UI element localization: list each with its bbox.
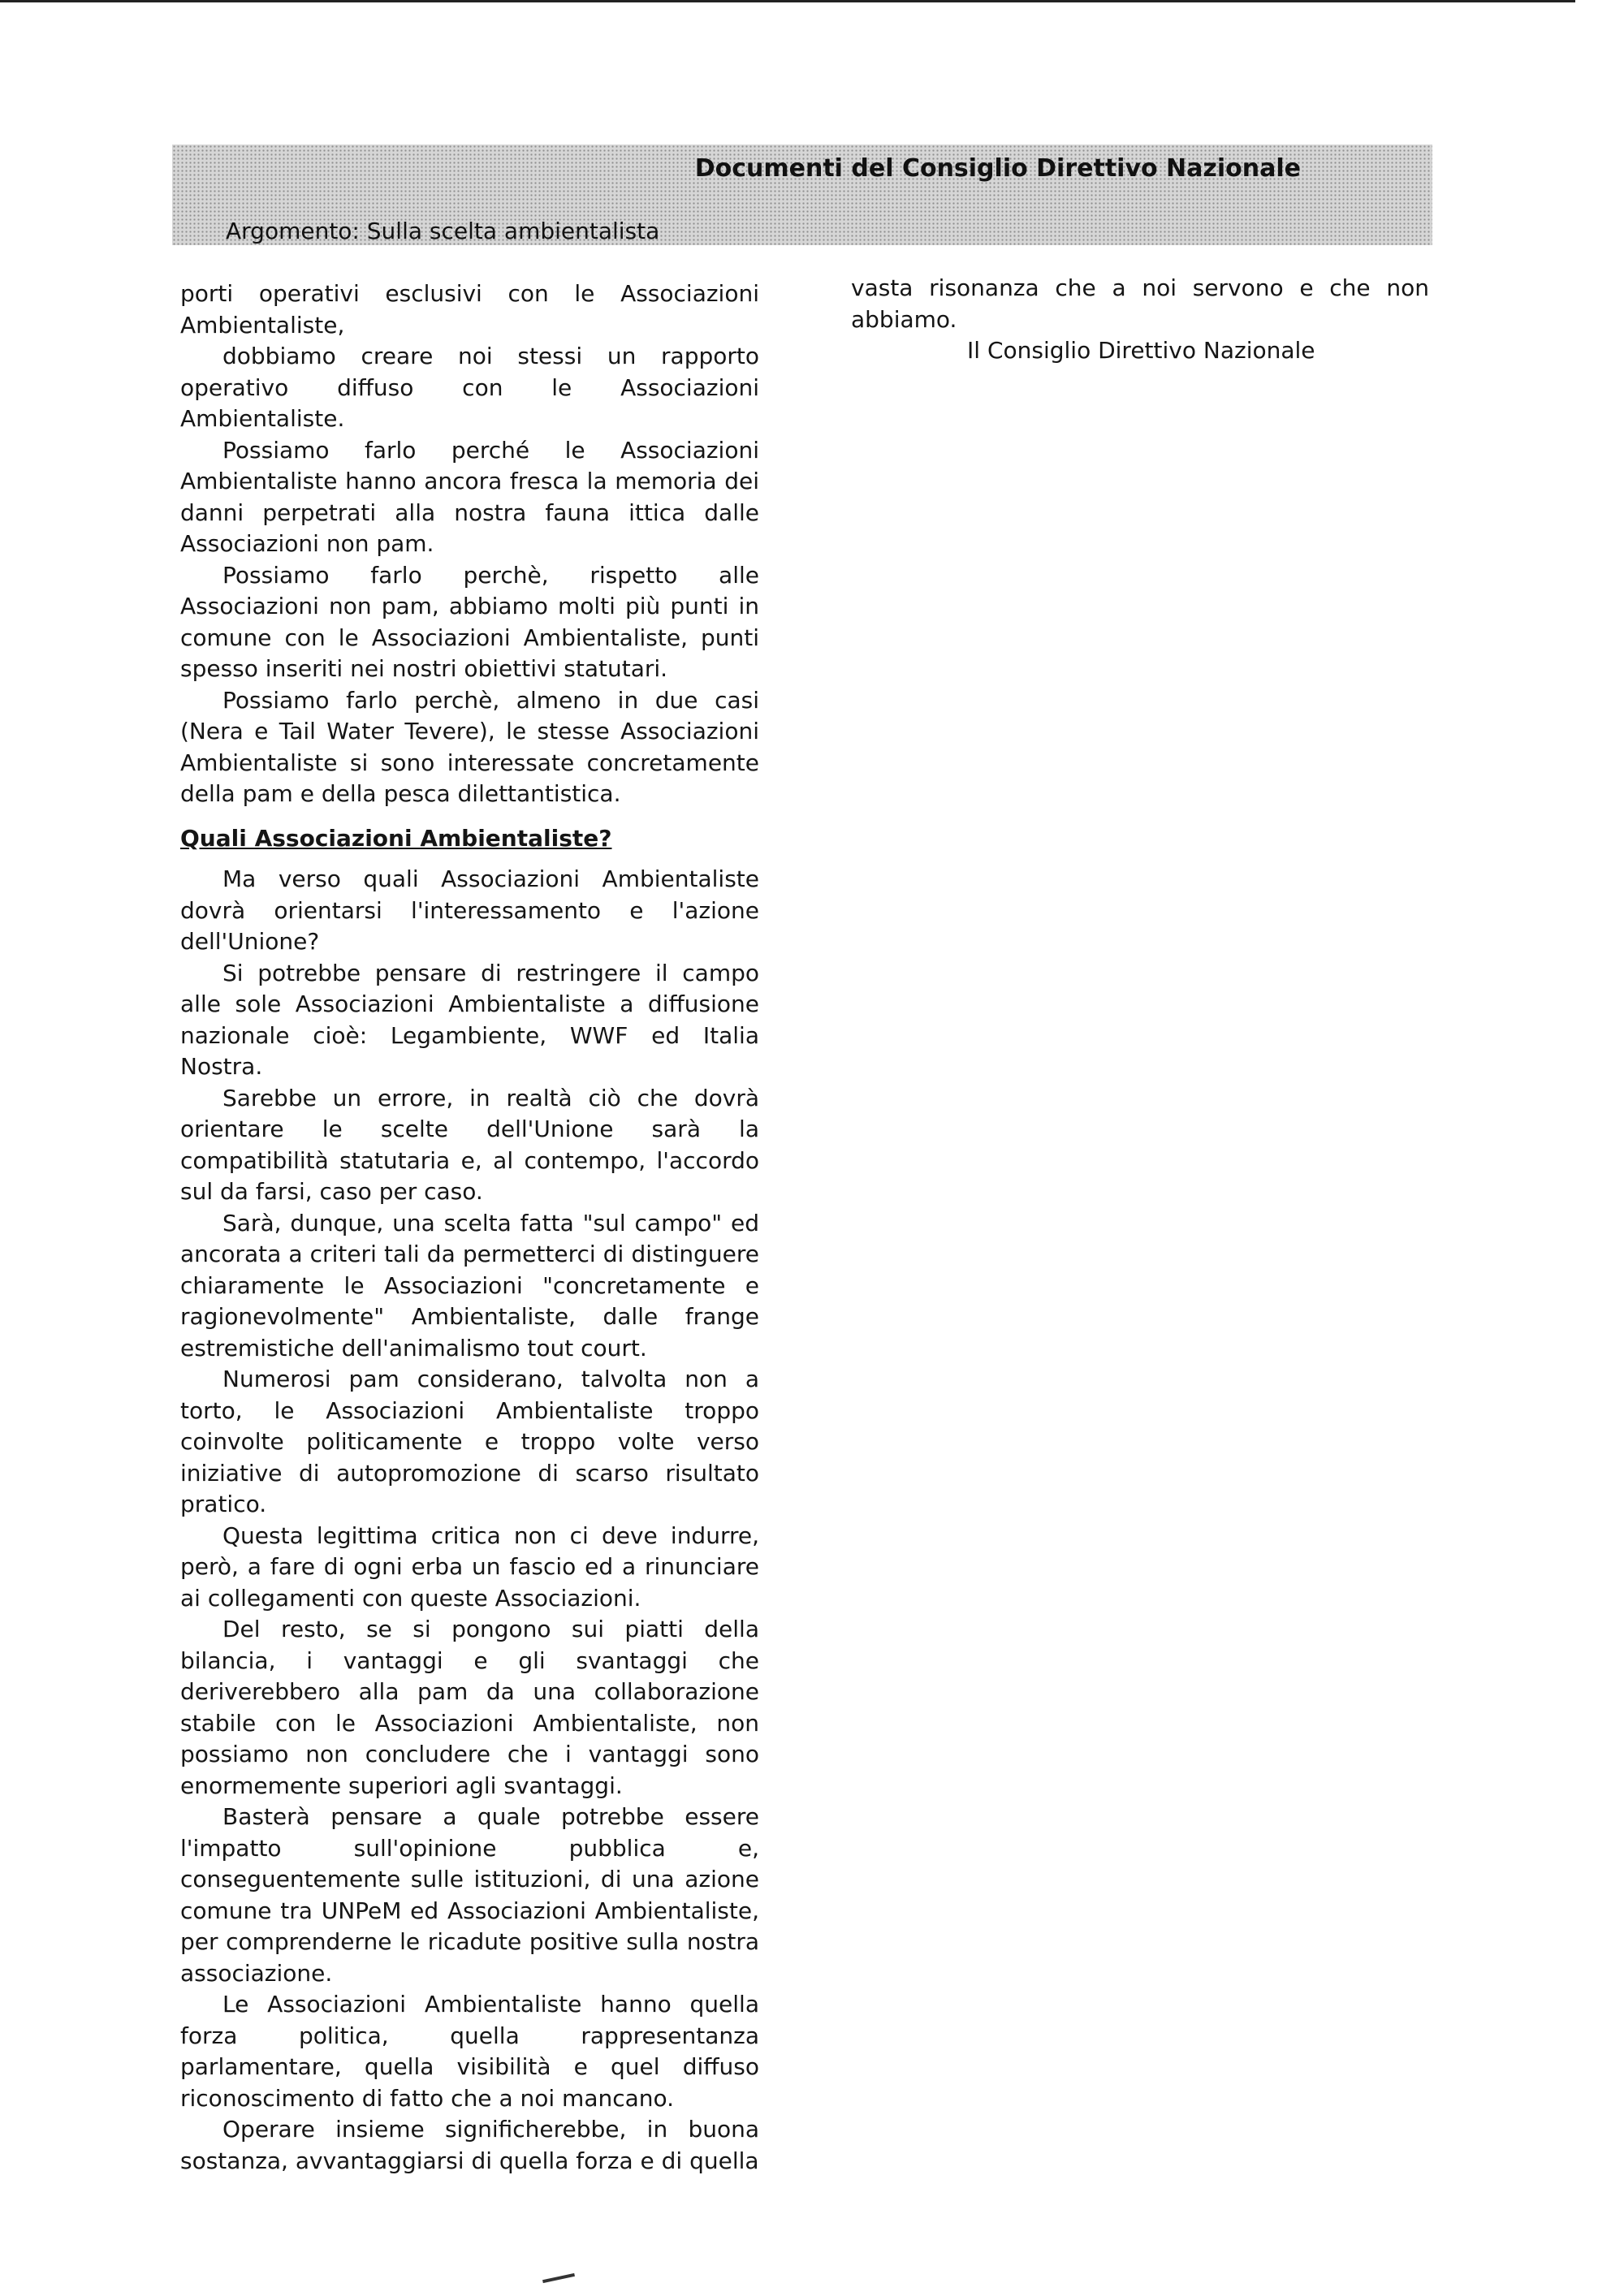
paragraph: Del resto, se si pongono sui piatti della bilancia, i vantaggi e gli svantaggi che deriverebbero alla pam da una collaborazione stabile con le Associazioni Ambientaliste, non possiamo non concludere che i vantaggi sono enormemente superiori agli svantaggi. (180, 1616, 759, 1799)
paragraph: Si potrebbe pensare di restringere il campo alle sole Associazioni Ambientaliste a diffusione nazionale cioè: Legambiente, WWF ed Italia Nostra. (180, 959, 759, 1080)
paragraph: Ma verso quali Associazioni Ambientaliste dovrà orientarsi l'interessamento e l'azione dell'Unione? (180, 865, 759, 955)
paragraph: vasta risonanza che a noi servono e che non abbiamo. (851, 274, 1429, 333)
paragraph: Questa legittima critica non ci deve indurre, però, a fare di ogni erba un fascio ed a rinunciare ai collegamenti con queste Associazioni. (180, 1521, 759, 1612)
page-title: Documenti del Consiglio Direttivo Nazionale (694, 154, 1301, 183)
paragraph: Operare insieme significherebbe, in buona sostanza, avvantaggiarsi di quella forza e di quella (180, 2116, 759, 2174)
paragraph: Possiamo farlo perchè, almeno in due casi (Nera e Tail Water Tevere), le stesse Associazioni Ambientaliste si sono interessate concretamente della pam e della pesca dilettantistica. (180, 686, 759, 807)
paragraph: Sarà, dunque, una scelta fatta "sul campo" ed ancorata a criteri tali da permetterci di distinguere chiaramente le Associazioni "concretamente e ragionevolmente" Ambientaliste, dalle frange estremistiche dell'animalismo tout court. (180, 1209, 759, 1362)
paragraph: Numerosi pam considerano, talvolta non a torto, le Associazioni Ambientaliste troppo coinvolte politicamente e troppo volte verso iniziative di autopromozione di scarso risultato pratico. (180, 1366, 759, 1517)
scan-top-rule (0, 0, 1575, 2)
paragraph: porti operativi esclusivi con le Associazioni Ambientaliste, (180, 280, 759, 339)
section-heading: Quali Associazioni Ambientaliste? (180, 824, 612, 852)
paragraph: Sarebbe un errore, in realtà ciò che dovrà orientare le scelte dell'Unione sarà la compatibilità statutaria e, al contempo, l'accordo sul da farsi, caso per caso. (180, 1084, 759, 1205)
paragraph: Possiamo farlo perchè, rispetto alle Associazioni non pam, abbiamo molti più punti in comune con le Associazioni Ambientaliste, punti spesso inseriti nei nostri obiettivi statutari. (180, 561, 759, 682)
paragraph: dobbiamo creare noi stessi un rapporto operativo diffuso con le Associazioni Ambientaliste. (180, 343, 759, 432)
topic-line: Argomento: Sulla scelta ambientalista (226, 218, 660, 244)
signature: Il Consiglio Direttivo Nazionale (967, 337, 1315, 364)
scan-mark (542, 2273, 575, 2283)
left-column (180, 278, 759, 2177)
paragraph: Basterà pensare a quale potrebbe essere l'impatto sull'opinione pubblica e, conseguentemente sulle istituzioni, di una azione comune tra UNPeM ed Associazioni Ambientaliste, per comprenderne le ricadute positive sulla nostra associazione. (180, 1803, 759, 1987)
paragraph: Le Associazioni Ambientaliste hanno quella forza politica, quella rappresentanza parlamentare, quella visibilità e quel diffuso riconoscimento di fatto che a noi mancano. (180, 1991, 759, 2112)
right-column (851, 273, 1429, 367)
paragraph: Possiamo farlo perché le Associazioni Ambientaliste hanno ancora fresca la memoria dei danni perpetrati alla nostra fauna ittica dalle Associazioni non pam. (180, 436, 759, 557)
